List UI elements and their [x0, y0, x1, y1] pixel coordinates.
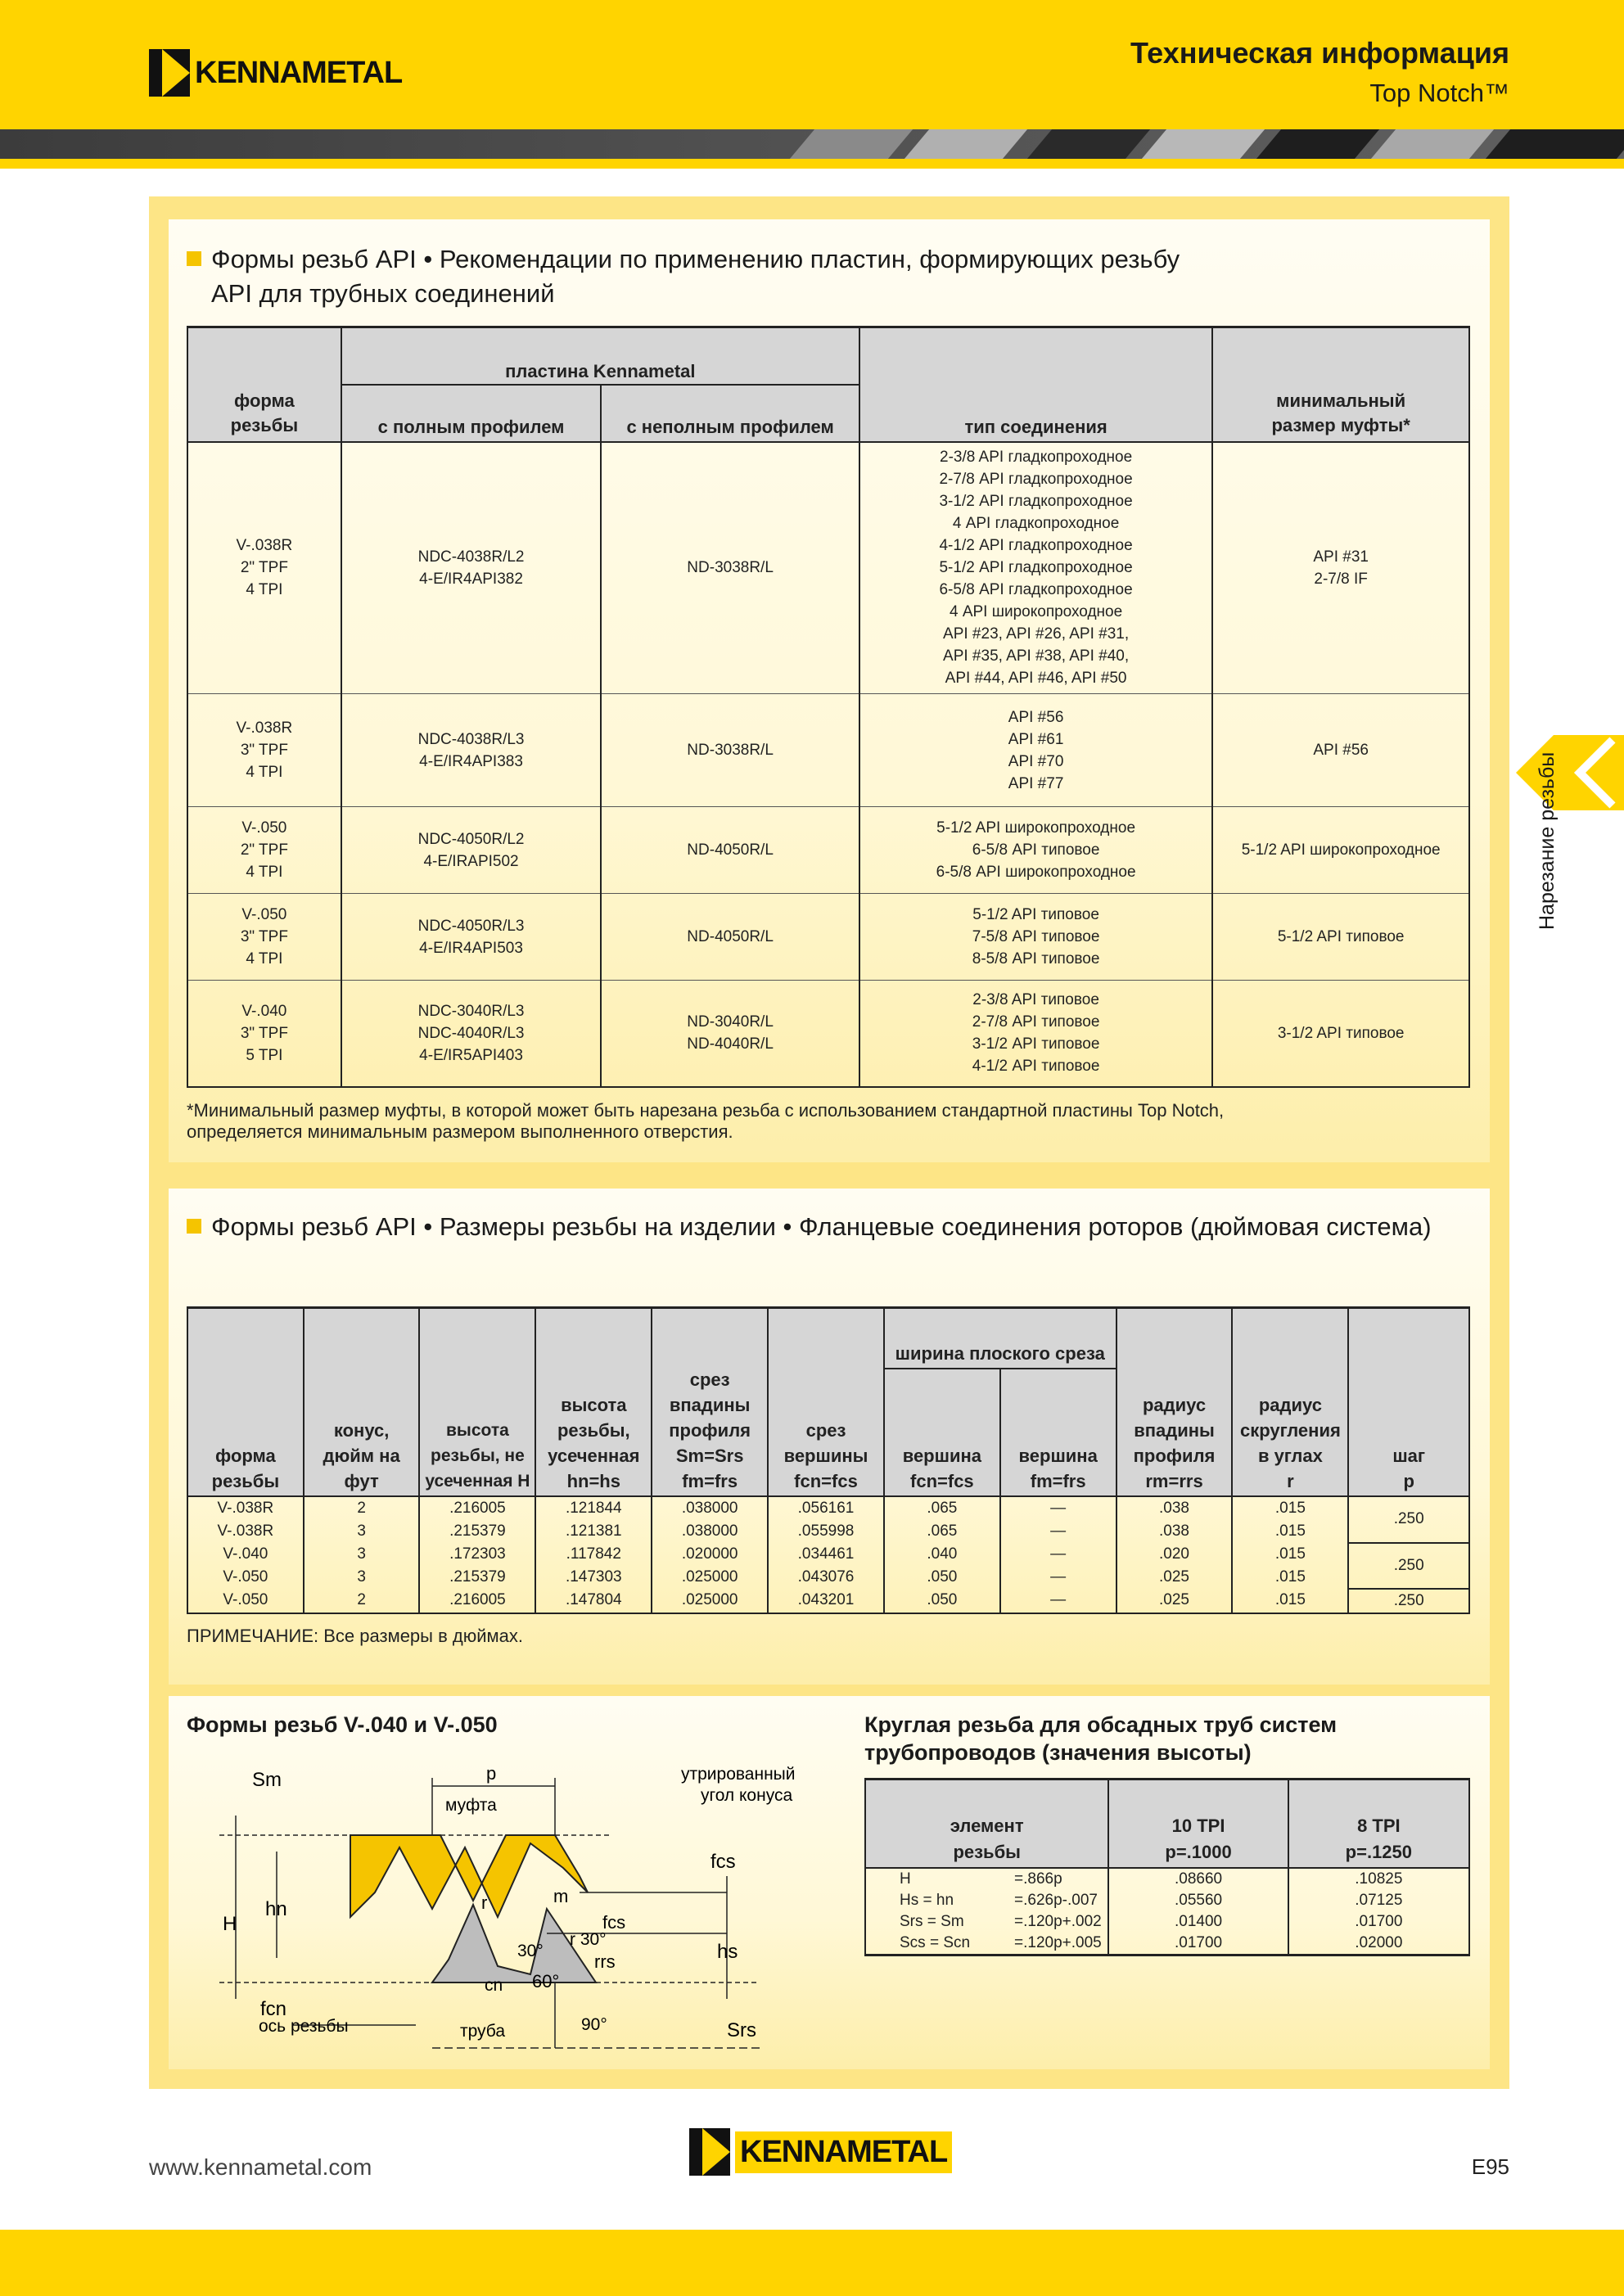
section3-title: Круглая резьба для обсадных труб систем трубопроводов (значения высоты)	[864, 1712, 1338, 1765]
page-header	[0, 0, 1624, 129]
section1-title: Формы резьб API • Рекомендации по применению пластин, формирующих резьбу API для трубных соединений	[187, 242, 1180, 311]
label-axis: ось резьбы	[259, 2017, 349, 2036]
label-hn: hn	[265, 1898, 287, 1920]
table-row: V-.050 2 .216005 .147804 .025000 .043201 .050 — .025 .015 .250	[187, 1589, 1469, 1613]
label-fcs2: fcs	[602, 1912, 626, 1933]
header-height: высота резьбы, не усеченная H	[419, 1308, 535, 1496]
header-root-radius: радиус впадины профиля rm=rrs	[1116, 1308, 1233, 1496]
header-subtitle: Top Notch™	[1369, 79, 1509, 107]
table-row: V-.038R 3 .215379 .121381 .038000 .055998 .065 — .038 .015	[187, 1520, 1469, 1543]
section2-table	[187, 1306, 1470, 1614]
header-insert-group: пластина Kennametal	[341, 327, 859, 385]
header-thread-form: форма резьбы	[187, 327, 341, 442]
label-a60: 60°	[532, 1971, 560, 1992]
header-title: Техническая информация	[1130, 36, 1509, 70]
label-a30: 30°	[517, 1942, 544, 1960]
label-exaggerated-2: угол конуса	[701, 1786, 793, 1805]
header-trunc-height: высота резьбы, усеченная hn=hs	[535, 1308, 652, 1496]
label-H: H	[223, 1913, 237, 1935]
table-row: H =.866p .08660 .10825	[865, 1868, 1469, 1890]
section2-box	[169, 1189, 1490, 1685]
table-row: V-.050 3" TPF 4 TPI NDC-4050R/L3 4-E/IR4API503 ND-4050R/L 5-1/2 API типовое 7-5/8 API типовое 8-5/8 API типовое 5-1/2 API типовое	[187, 894, 1469, 981]
kennametal-logo	[149, 49, 402, 97]
footer-logo	[689, 2128, 952, 2176]
header-corner-radius: радиус скругления в углах r	[1232, 1308, 1348, 1496]
footer-band	[0, 2230, 1624, 2296]
header-10tpi: 10 TPI p=.1000	[1108, 1780, 1288, 1868]
label-p: p	[486, 1763, 497, 1784]
label-pipe: труба	[460, 2022, 506, 2041]
section1-table	[187, 326, 1470, 1088]
table-row: V-.038R 2" TPF 4 TPI NDC-4038R/L2 4-E/IR4API382 ND-3038R/L 2-3/8 API гладкопроходное 2-7/8 API гладкопроходное 3-1/2 API гладкопроходное 4 API гладкопроходное 4-1/2 API гладкопроходное 5-1/2 API гладкопроходное 6-5/8 API гладкопроходное 4 API широкопроходное API #23, API #26, API #31, API #35, API #38, API #40, API #44, API #46, API #50 API #31 2-7/8 IF	[187, 442, 1469, 694]
label-srs: Srs	[727, 2019, 756, 2041]
label-coupling: муфта	[445, 1796, 497, 1815]
header-element: элемент резьбы	[865, 1780, 1108, 1868]
section2-note: ПРИМЕЧАНИЕ: Все размеры в дюймах.	[187, 1626, 523, 1646]
label-r30: r 30°	[570, 1930, 607, 1949]
header-root-trunc: срез впадины профиля Sm=Srs fm=frs	[652, 1308, 768, 1496]
header-taper: конус, дюйм на фут	[304, 1308, 420, 1496]
footer-url[interactable]: www.kennametal.com	[149, 2154, 372, 2180]
table-row: V-.038R 3" TPF 4 TPI NDC-4038R/L3 4-E/IR4API383 ND-3038R/L API #56 API #61 API #70 API #77 API #56	[187, 694, 1469, 807]
side-tab-chevron-icon	[1516, 735, 1624, 810]
kennametal-k-icon	[689, 2128, 730, 2176]
page-number: E95	[1471, 2154, 1509, 2179]
header-8tpi: 8 TPI p=.1250	[1288, 1780, 1469, 1868]
header-root: вершина fm=frs	[1000, 1369, 1116, 1496]
header-flat-width: ширина плоского среза	[884, 1308, 1116, 1369]
label-fcs: fcs	[710, 1851, 736, 1873]
header-stripe	[0, 129, 1624, 159]
header-crest: вершина fcn=fcs	[884, 1369, 1000, 1496]
label-rrs: rrs	[594, 1951, 616, 1972]
header-partial-profile: с неполным профилем	[601, 385, 859, 442]
diagram-title: Формы резьб V-.040 и V-.050	[187, 1712, 498, 1737]
table-row: Scs = Scn =.120p+.005 .01700 .02000	[865, 1933, 1469, 1955]
bullet-square-icon	[187, 251, 201, 266]
label-exaggerated-1: утрированный	[681, 1765, 796, 1784]
header-pitch: шаг p	[1348, 1308, 1469, 1496]
header-form: форма резьбы	[187, 1308, 304, 1496]
side-tab-label: Нарезание резьбы	[1536, 751, 1559, 930]
section1-footnote: *Минимальный размер муфты, в которой может быть нарезана резьба с использованием стандартной пластины Top Notch, определяется минимальным размером выполненного отверстия.	[187, 1100, 1225, 1142]
table-row: Hs = hn =.626p-.007 .05560 .07125	[865, 1890, 1469, 1911]
header-crest-trunc: срез вершины fcn=fcs	[768, 1308, 884, 1496]
table-row: V-.040 3" TPF 5 TPI NDC-3040R/L3 NDC-4040R/L3 4-E/IR5API403 ND-3040R/L ND-4040R/L 2-3/8 API типовое 2-7/8 API типовое 3-1/2 API типовое 4-1/2 API типовое 3-1/2 API типовое	[187, 981, 1469, 1087]
table-row: V-.050 3 .215379 .147303 .025000 .043076 .050 — .025 .015	[187, 1566, 1469, 1589]
header-connection-type: тип соединения	[859, 327, 1212, 442]
label-cn: cn	[485, 1976, 503, 1995]
table-row: V-.050 2" TPF 4 TPI NDC-4050R/L2 4-E/IRAPI502 ND-4050R/L 5-1/2 API широкопроходное 6-5/8 API типовое 6-5/8 API широкопроходное 5-1/2 API широкопроходное	[187, 807, 1469, 894]
label-sm: Sm	[252, 1769, 282, 1791]
table-row: V-.040 3 .172303 .117842 .020000 .034461 .040 — .020 .015 .250	[187, 1543, 1469, 1566]
table-row: Srs = Sm =.120p+.002 .01400 .01700	[865, 1911, 1469, 1933]
round-thread-table	[864, 1778, 1470, 1956]
label-m: m	[553, 1886, 569, 1906]
header-min-coupling: минимальный размер муфты*	[1212, 327, 1469, 442]
content-panel	[149, 196, 1509, 2089]
logo-text: KENNAMETAL	[195, 55, 403, 90]
label-a90: 90°	[581, 2015, 607, 2034]
header-full-profile: с полным профилем	[341, 385, 602, 442]
section3-box	[169, 1696, 1490, 2069]
label-hs: hs	[717, 1941, 738, 1963]
bullet-square-icon	[187, 1219, 201, 1234]
footer-logo-text: KENNAMETAL	[735, 2131, 952, 2173]
kennametal-k-icon	[149, 49, 190, 97]
table-row: V-.038R 2 .216005 .121844 .038000 .056161 .065 — .038 .015 .250	[187, 1496, 1469, 1520]
label-r: r	[481, 1892, 488, 1913]
label-fcn: fcn	[260, 1998, 287, 2020]
section1-box	[169, 219, 1490, 1162]
section2-title: Формы резьб API • Размеры резьбы на изделии • Фланцевые соединения роторов (дюймовая система)	[187, 1210, 1432, 1244]
thread-form-diagram	[187, 1745, 825, 2069]
